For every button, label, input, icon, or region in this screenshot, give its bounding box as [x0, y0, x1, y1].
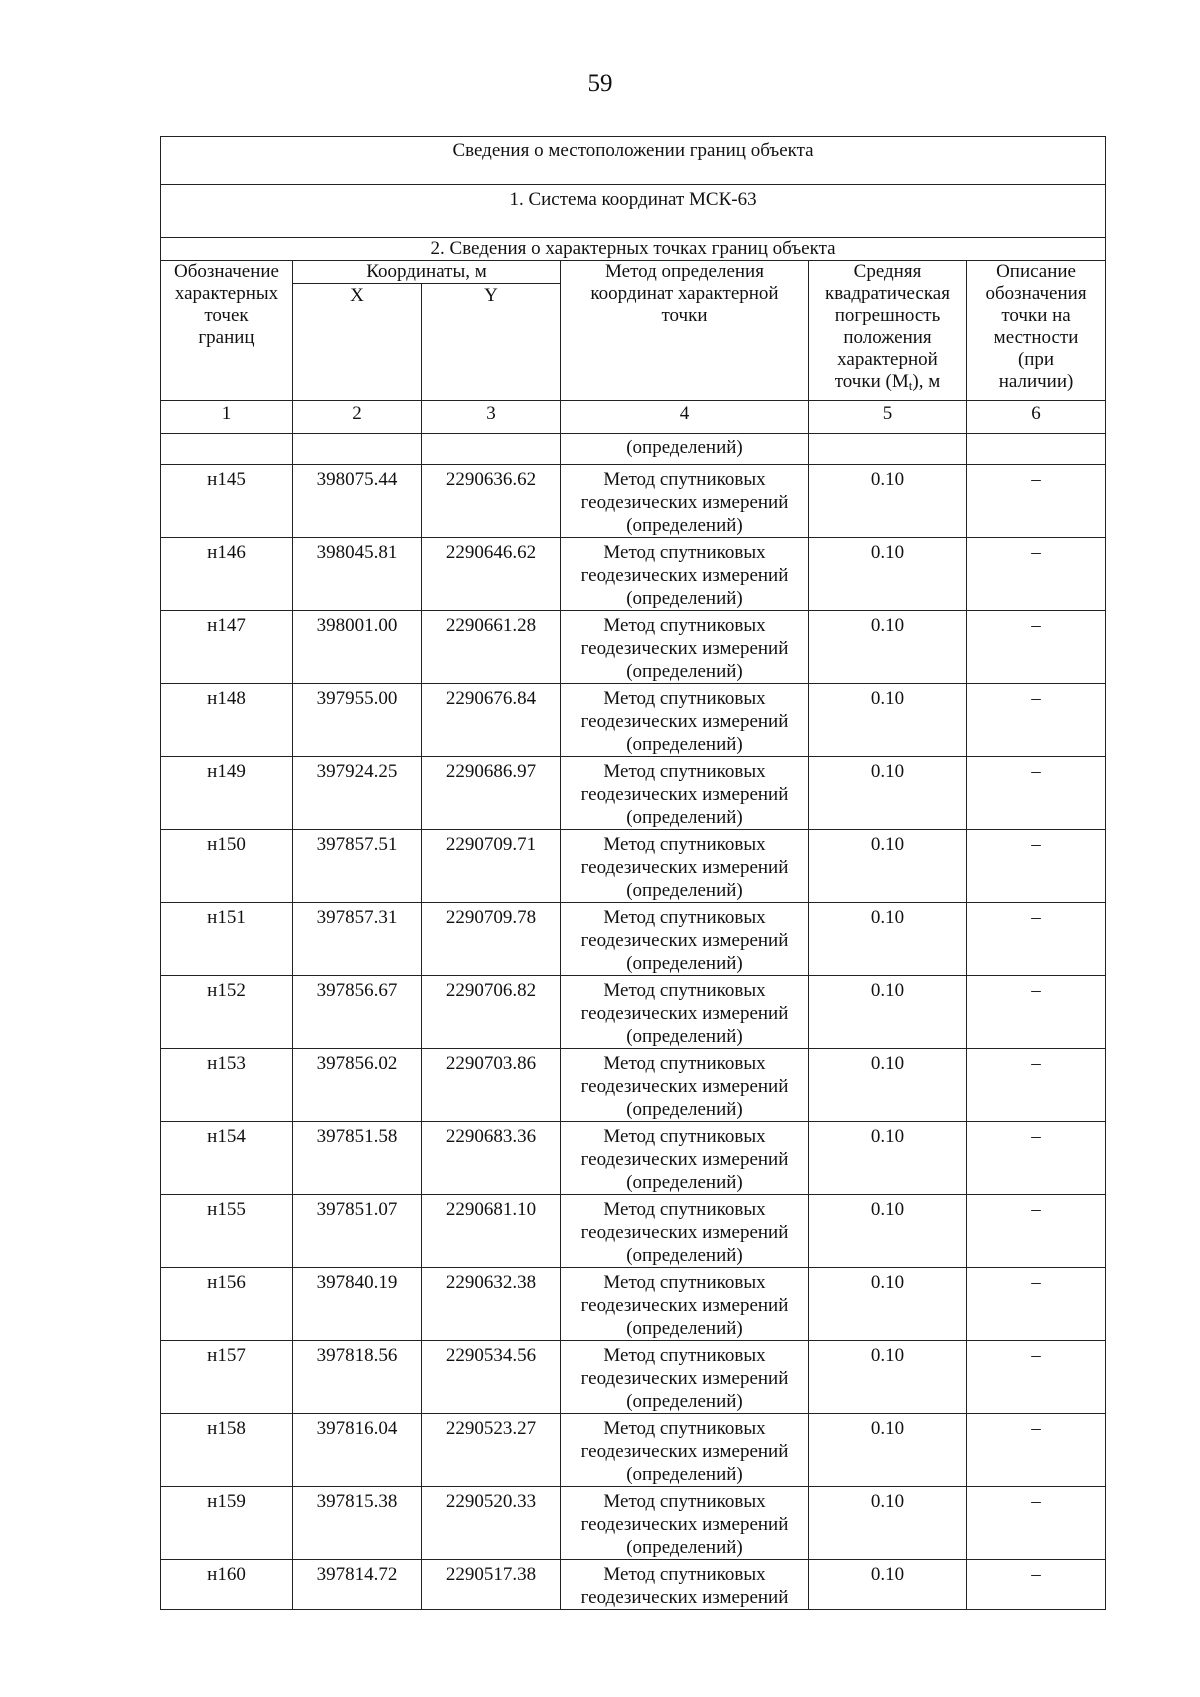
- method-cell: [561, 1049, 809, 1122]
- header-line: положения: [843, 327, 932, 348]
- table-row: [161, 538, 1106, 611]
- point-id-cell: н159: [161, 1487, 293, 1560]
- method-cell: [561, 611, 809, 684]
- point-id-cell: н152: [161, 976, 293, 1049]
- header-line: Метод определения: [605, 261, 764, 282]
- method-line: (определений): [626, 734, 743, 755]
- method-line: геодезических измерений: [580, 1368, 789, 1389]
- x-coordinate-cell: 397814.72: [293, 1560, 422, 1610]
- method-cell: [561, 684, 809, 757]
- method-line: геодезических измерений: [580, 1441, 789, 1462]
- empty-cell: [293, 434, 422, 465]
- y-coordinate-cell: 2290706.82: [422, 976, 561, 1049]
- y-coordinate-cell: 2290686.97: [422, 757, 561, 830]
- y-coordinate-cell: 2290681.10: [422, 1195, 561, 1268]
- x-coordinate-cell: 397857.31: [293, 903, 422, 976]
- header-line: обозначения: [985, 283, 1087, 304]
- boundary-points-table: [160, 136, 1106, 1610]
- method-line: геодезических измерений: [580, 1003, 789, 1024]
- method-line: геодезических измерений: [580, 1149, 789, 1170]
- method-line: геодезических измерений: [580, 565, 789, 586]
- x-coordinate-cell: 397816.04: [293, 1414, 422, 1487]
- header-description: [967, 261, 1106, 401]
- header-line: Описание: [996, 261, 1076, 282]
- method-line: (определений): [626, 880, 743, 901]
- column-number: 2: [293, 401, 422, 434]
- method-line: Метод спутниковых: [603, 980, 766, 1001]
- header-point-id: [161, 261, 293, 401]
- empty-cell: [809, 434, 967, 465]
- empty-cell: [161, 434, 293, 465]
- points-section-title: 2. Сведения о характерных точках границ объекта: [161, 238, 1106, 261]
- header-line: Средняя: [853, 261, 922, 282]
- column-number: 1: [161, 401, 293, 434]
- method-line: Метод спутниковых: [603, 907, 766, 928]
- description-cell: –: [967, 1414, 1106, 1487]
- header-coordinates: Координаты, м: [293, 261, 561, 284]
- point-id-cell: н148: [161, 684, 293, 757]
- column-number: 3: [422, 401, 561, 434]
- y-coordinate-cell: 2290646.62: [422, 538, 561, 611]
- method-line: (определений): [626, 1391, 743, 1412]
- method-line: геодезических измерений: [580, 1076, 789, 1097]
- x-coordinate-cell: 397955.00: [293, 684, 422, 757]
- method-line: (определений): [626, 1245, 743, 1266]
- method-line: (определений): [626, 953, 743, 974]
- method-line: геодезических измерений: [580, 930, 789, 951]
- error-cell: 0.10: [809, 684, 967, 757]
- method-line: Метод спутниковых: [603, 1564, 766, 1585]
- x-coordinate-cell: 397857.51: [293, 830, 422, 903]
- table-row: [161, 830, 1106, 903]
- x-coordinate-cell: 398075.44: [293, 465, 422, 538]
- y-coordinate-cell: 2290683.36: [422, 1122, 561, 1195]
- method-line: геодезических измерений: [580, 784, 789, 805]
- error-cell: 0.10: [809, 830, 967, 903]
- method-line: геодезических измерений: [580, 492, 789, 513]
- table-row: [161, 684, 1106, 757]
- method-cell: [561, 1487, 809, 1560]
- method-line: (определений): [626, 588, 743, 609]
- column-number: 4: [561, 401, 809, 434]
- header-line: квадратическая: [825, 283, 950, 304]
- table-row: [161, 976, 1106, 1049]
- method-cell: [561, 465, 809, 538]
- method-cell: [561, 757, 809, 830]
- method-line: (определений): [626, 1318, 743, 1339]
- method-line: Метод спутниковых: [603, 1053, 766, 1074]
- description-cell: –: [967, 611, 1106, 684]
- method-line: геодезических измерений: [580, 1587, 789, 1608]
- page-number: 59: [587, 70, 613, 97]
- method-line: Метод спутниковых: [603, 1491, 766, 1512]
- error-cell: 0.10: [809, 1414, 967, 1487]
- x-coordinate-cell: 397856.67: [293, 976, 422, 1049]
- header-line: точки: [661, 305, 708, 326]
- point-id-cell: н153: [161, 1049, 293, 1122]
- method-continuation: (определений): [561, 434, 809, 465]
- header-method: [561, 261, 809, 401]
- x-coordinate-cell: 397856.02: [293, 1049, 422, 1122]
- description-cell: –: [967, 1341, 1106, 1414]
- point-id-cell: н155: [161, 1195, 293, 1268]
- column-number: 6: [967, 401, 1106, 434]
- description-cell: –: [967, 1268, 1106, 1341]
- method-line: Метод спутниковых: [603, 469, 766, 490]
- error-cell: 0.10: [809, 757, 967, 830]
- method-line: Метод спутниковых: [603, 1345, 766, 1366]
- point-id-cell: н145: [161, 465, 293, 538]
- x-coordinate-cell: 397851.58: [293, 1122, 422, 1195]
- point-id-cell: н156: [161, 1268, 293, 1341]
- description-cell: –: [967, 1560, 1106, 1610]
- table-row: [161, 1341, 1106, 1414]
- point-id-cell: н160: [161, 1560, 293, 1610]
- y-coordinate-cell: 2290534.56: [422, 1341, 561, 1414]
- table-row: [161, 1414, 1106, 1487]
- method-line: геодезических измерений: [580, 711, 789, 732]
- empty-cell: [422, 434, 561, 465]
- method-cell: [561, 538, 809, 611]
- coordinate-system: 1. Система координат МСК-63: [161, 185, 1106, 238]
- method-line: (определений): [626, 807, 743, 828]
- method-line: Метод спутниковых: [603, 688, 766, 709]
- method-line: геодезических измерений: [580, 1514, 789, 1535]
- y-coordinate-cell: 2290636.62: [422, 465, 561, 538]
- error-cell: 0.10: [809, 538, 967, 611]
- table-row: [161, 1487, 1106, 1560]
- method-line: (определений): [626, 1464, 743, 1485]
- header-y: Y: [422, 284, 561, 401]
- method-line: Метод спутниковых: [603, 1418, 766, 1439]
- method-cell: [561, 830, 809, 903]
- error-cell: 0.10: [809, 1049, 967, 1122]
- table-row: [161, 903, 1106, 976]
- method-line: Метод спутниковых: [603, 834, 766, 855]
- error-cell: 0.10: [809, 1195, 967, 1268]
- header-error: [809, 261, 967, 401]
- header-line: характерных: [174, 283, 279, 304]
- method-cell: [561, 1341, 809, 1414]
- header-line: точек: [204, 305, 249, 326]
- point-id-cell: н154: [161, 1122, 293, 1195]
- header-line: [813, 371, 962, 394]
- y-coordinate-cell: 2290632.38: [422, 1268, 561, 1341]
- description-cell: –: [967, 757, 1106, 830]
- y-coordinate-cell: 2290709.78: [422, 903, 561, 976]
- method-line: (определений): [626, 1099, 743, 1120]
- method-line: (определений): [626, 515, 743, 536]
- method-line: (определений): [626, 1026, 743, 1047]
- error-cell: 0.10: [809, 1560, 967, 1610]
- error-cell: 0.10: [809, 1341, 967, 1414]
- method-line: Метод спутниковых: [603, 542, 766, 563]
- table-row: [161, 1122, 1106, 1195]
- method-line: Метод спутниковых: [603, 615, 766, 636]
- method-line: Метод спутниковых: [603, 1199, 766, 1220]
- y-coordinate-cell: 2290520.33: [422, 1487, 561, 1560]
- x-coordinate-cell: 398001.00: [293, 611, 422, 684]
- y-coordinate-cell: 2290517.38: [422, 1560, 561, 1610]
- description-cell: –: [967, 903, 1106, 976]
- description-cell: –: [967, 1122, 1106, 1195]
- column-number: 5: [809, 401, 967, 434]
- method-cell: [561, 976, 809, 1049]
- empty-cell: [967, 434, 1106, 465]
- method-line: геодезических измерений: [580, 638, 789, 659]
- description-cell: –: [967, 465, 1106, 538]
- point-id-cell: н150: [161, 830, 293, 903]
- method-line: геодезических измерений: [580, 1222, 789, 1243]
- y-coordinate-cell: 2290709.71: [422, 830, 561, 903]
- y-coordinate-cell: 2290523.27: [422, 1414, 561, 1487]
- table-title: Сведения о местоположении границ объекта: [161, 137, 1106, 185]
- method-line: Метод спутниковых: [603, 1126, 766, 1147]
- point-id-cell: н149: [161, 757, 293, 830]
- y-coordinate-cell: 2290703.86: [422, 1049, 561, 1122]
- header-line: координат характерной: [590, 283, 779, 304]
- table-row: [161, 1560, 1106, 1610]
- table-row: [161, 465, 1106, 538]
- error-cell: 0.10: [809, 903, 967, 976]
- header-line: (при: [1017, 349, 1055, 370]
- method-line: геодезических измерений: [580, 857, 789, 878]
- method-cell: [561, 1560, 809, 1610]
- method-cell: [561, 1268, 809, 1341]
- x-coordinate-cell: 397818.56: [293, 1341, 422, 1414]
- header-line: погрешность: [834, 305, 941, 326]
- description-cell: –: [967, 1049, 1106, 1122]
- point-id-cell: н158: [161, 1414, 293, 1487]
- header-line: точки на: [1001, 305, 1071, 326]
- method-line: (определений): [626, 1172, 743, 1193]
- method-cell: [561, 1122, 809, 1195]
- table-row: [161, 1268, 1106, 1341]
- error-cell: 0.10: [809, 1122, 967, 1195]
- method-cell: [561, 1414, 809, 1487]
- error-cell: 0.10: [809, 611, 967, 684]
- header-x: X: [293, 284, 422, 401]
- table-row: [161, 1049, 1106, 1122]
- description-cell: –: [967, 538, 1106, 611]
- method-cell: [561, 903, 809, 976]
- method-cell: [561, 1195, 809, 1268]
- x-coordinate-cell: 398045.81: [293, 538, 422, 611]
- x-coordinate-cell: 397924.25: [293, 757, 422, 830]
- table-row: [161, 1195, 1106, 1268]
- point-id-cell: н146: [161, 538, 293, 611]
- x-coordinate-cell: 397840.19: [293, 1268, 422, 1341]
- y-coordinate-cell: 2290661.28: [422, 611, 561, 684]
- method-line: (определений): [626, 661, 743, 682]
- description-cell: –: [967, 1487, 1106, 1560]
- error-cell: 0.10: [809, 1487, 967, 1560]
- header-text: точки (M: [834, 371, 909, 392]
- table-row: [161, 757, 1106, 830]
- description-cell: –: [967, 976, 1106, 1049]
- method-line: (определений): [626, 1537, 743, 1558]
- header-line: границ: [198, 327, 255, 348]
- description-cell: –: [967, 830, 1106, 903]
- x-coordinate-cell: 397851.07: [293, 1195, 422, 1268]
- table-row: [161, 611, 1106, 684]
- header-subscript: t: [908, 378, 913, 393]
- y-coordinate-cell: 2290676.84: [422, 684, 561, 757]
- point-id-cell: н147: [161, 611, 293, 684]
- description-cell: –: [967, 1195, 1106, 1268]
- header-line: наличии): [998, 371, 1074, 392]
- point-id-cell: н151: [161, 903, 293, 976]
- header-line: характерной: [837, 349, 938, 370]
- method-line: геодезических измерений: [580, 1295, 789, 1316]
- error-cell: 0.10: [809, 1268, 967, 1341]
- header-line: местности: [993, 327, 1079, 348]
- description-cell: –: [967, 684, 1106, 757]
- error-cell: 0.10: [809, 465, 967, 538]
- error-cell: 0.10: [809, 976, 967, 1049]
- header-line: Обозначение: [174, 261, 279, 282]
- point-id-cell: н157: [161, 1341, 293, 1414]
- header-text: ), м: [912, 371, 941, 392]
- continuation-row: [161, 434, 1106, 465]
- method-line: Метод спутниковых: [603, 1272, 766, 1293]
- method-line: Метод спутниковых: [603, 761, 766, 782]
- x-coordinate-cell: 397815.38: [293, 1487, 422, 1560]
